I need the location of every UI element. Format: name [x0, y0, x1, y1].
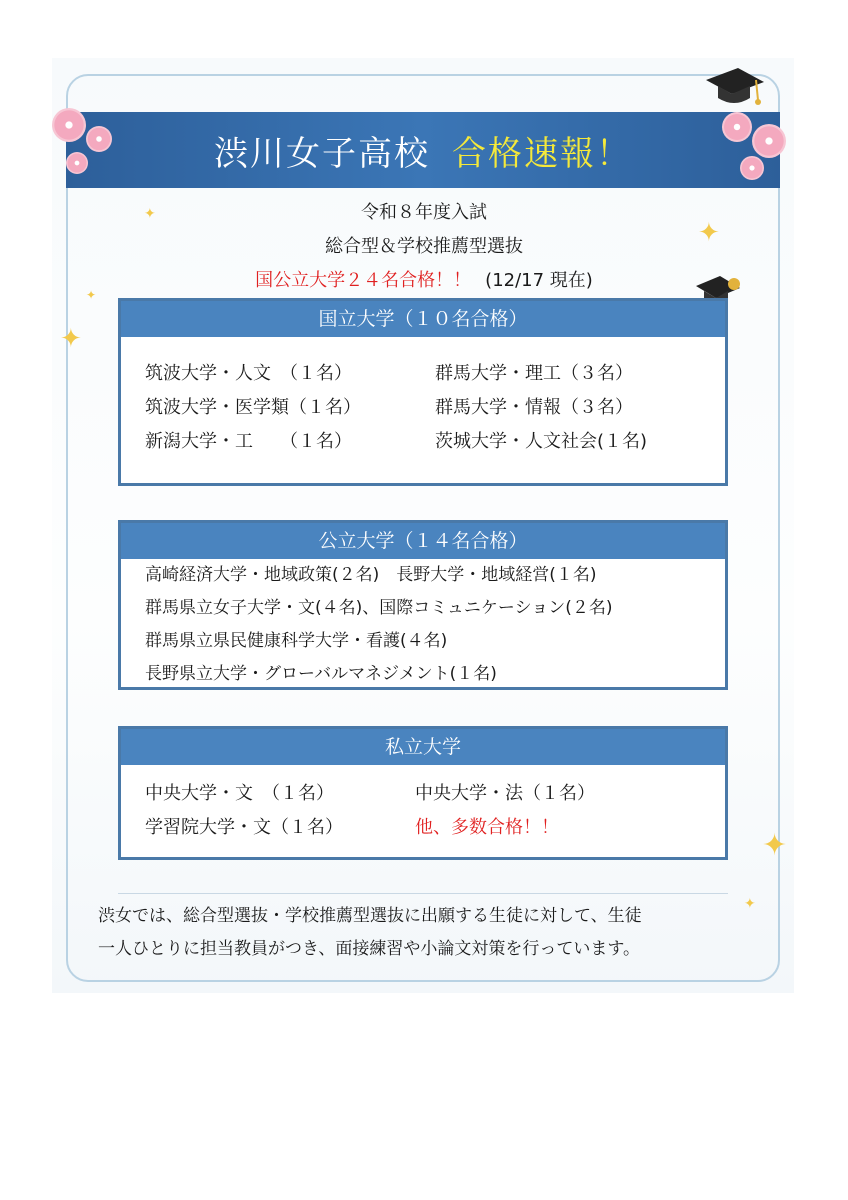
result-item: 茨城大学・人文社会(１名) [435, 431, 648, 452]
blossom-icon [752, 124, 786, 158]
result-item: 筑波大学・医学類（１名） [145, 397, 361, 418]
national-universities-box [118, 298, 728, 486]
public-heading: 公立大学（１４名合格） [121, 523, 725, 559]
result-item: 筑波大学・人文 （１名） [145, 363, 352, 384]
divider [118, 893, 728, 894]
blossom-icon [722, 112, 752, 142]
support-description [98, 900, 758, 966]
result-item: 中央大学・文 （１名） [145, 783, 334, 804]
sparkle-icon: ✦ [60, 324, 82, 354]
result-row: 群馬県立女子大学・文(４名)、国際コミュニケーション(２名) [145, 598, 613, 618]
footer-line: 渋女では、総合型選抜・学校推薦型選抜に出願する生徒に対して、生徒 [98, 906, 642, 926]
blossom-icon [52, 108, 86, 142]
result-item: 新潟大学・工 （１名） [145, 431, 352, 452]
result-row [145, 775, 701, 809]
public-universities-box [118, 520, 728, 690]
sparkle-icon: ✦ [144, 206, 156, 222]
blossom-icon [740, 156, 764, 180]
result-item: 学習院大学・文（１名） [145, 817, 343, 838]
sparkle-icon: ✦ [762, 828, 788, 863]
private-heading: 私立大学 [121, 729, 725, 765]
as-of-date: (12/17 現在) [485, 270, 593, 291]
school-name: 渋川女子高校 [214, 133, 430, 174]
footer-line: 一人ひとりに担当教員がつき、面接練習や小論文対策を行っています。 [98, 939, 640, 959]
private-universities-box [118, 726, 728, 860]
result-item: 中央大学・法（１名） [415, 783, 595, 804]
sparkle-icon: ✦ [86, 288, 97, 302]
selection-type: 総合型＆学校推薦型選抜 [325, 236, 523, 257]
result-row: 長野県立大学・グローバルマネジメント(１名) [145, 664, 497, 684]
total-passes: 国公立大学２４名合格！！ [255, 270, 472, 291]
national-heading: 国立大学（１０名合格） [121, 301, 725, 337]
sparkle-icon: ✦ [744, 896, 756, 912]
result-row [145, 809, 701, 843]
blossom-icon [66, 152, 88, 174]
banner-accent: 合格速報！ [452, 133, 632, 174]
header-banner [66, 112, 780, 188]
result-row [145, 423, 701, 457]
blossom-icon [86, 126, 112, 152]
many-others-note: 他、多数合格！！ [415, 817, 559, 838]
result-row: 高崎経済大学・地域政策(２名) 長野大学・地域経営(１名) [145, 565, 597, 585]
result-item: 群馬大学・情報（３名） [435, 397, 633, 418]
sparkle-icon: ✦ [698, 218, 720, 248]
result-item: 群馬大学・理工（３名） [435, 363, 633, 384]
result-row [145, 355, 701, 389]
exam-year: 令和８年度入試 [361, 202, 487, 223]
graduation-cap-icon [704, 62, 766, 112]
result-row [145, 389, 701, 423]
headline-result [0, 266, 848, 292]
result-row: 群馬県立県民健康科学大学・看護(４名) [145, 631, 448, 651]
